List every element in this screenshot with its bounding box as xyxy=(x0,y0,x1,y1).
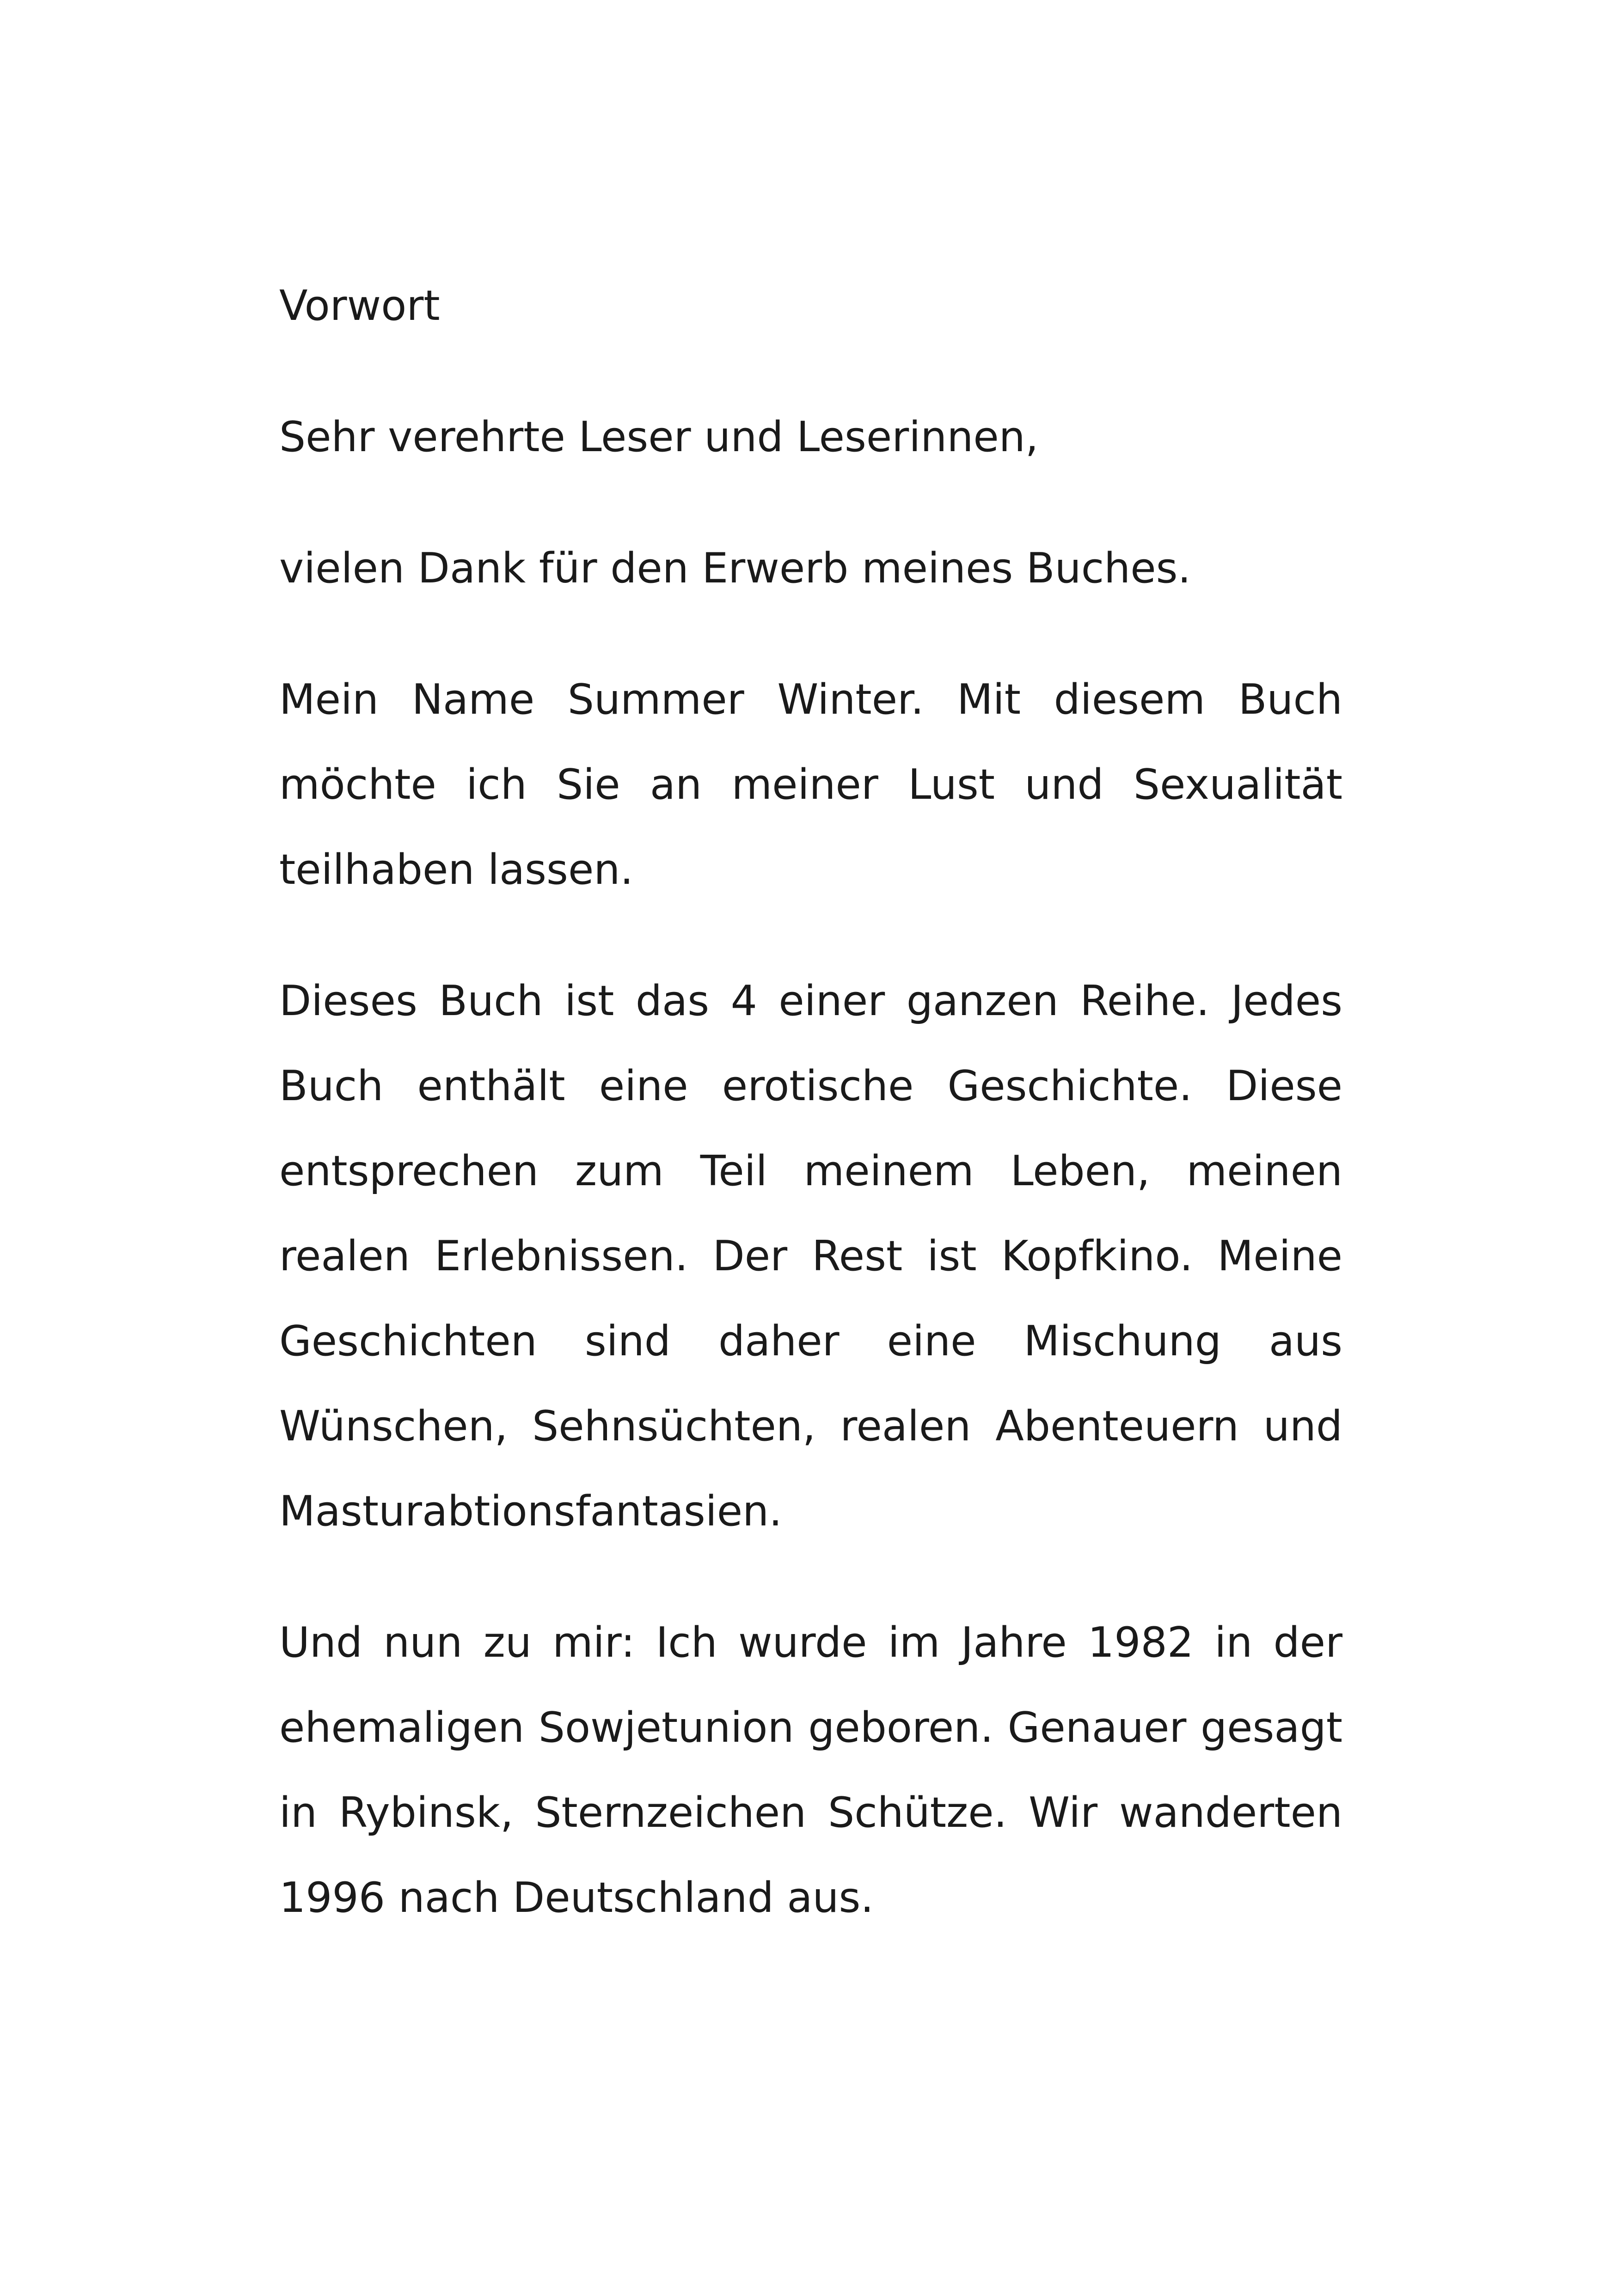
page-title: Vorwort xyxy=(279,282,440,330)
text-body xyxy=(279,263,1342,1987)
paragraph-biography: Und nun zu mir: Ich wurde im Jahre 1982 in der ehemaligen Sowjetunion geboren. Genauer gesagt in Rybinsk, Sternzeichen Schütze. Wir wanderten 1996 nach Deutschland aus. xyxy=(279,1618,1342,1922)
paragraph-greeting: Sehr verehrte Leser und Leserinnen, xyxy=(279,413,1039,461)
paragraph-series: Dieses Buch ist das 4 einer ganzen Reihe. Jedes Buch enthält eine erotische Geschichte. Diese entsprechen zum Teil meinem Leben, meinen realen Erlebnissen. Der Rest ist Kopfkino. Meine Geschichten sind daher eine Mischung aus Wünschen, Sehnsüchten, realen Abenteuern und Masturabtionsfantasien. xyxy=(279,977,1342,1536)
paragraph-thanks: vielen Dank für den Erwerb meines Buches. xyxy=(279,544,1191,593)
paragraph-introduction: Mein Name Summer Winter. Mit diesem Buch möchte ich Sie an meiner Lust und Sexualität teilhaben lassen. xyxy=(279,675,1342,894)
